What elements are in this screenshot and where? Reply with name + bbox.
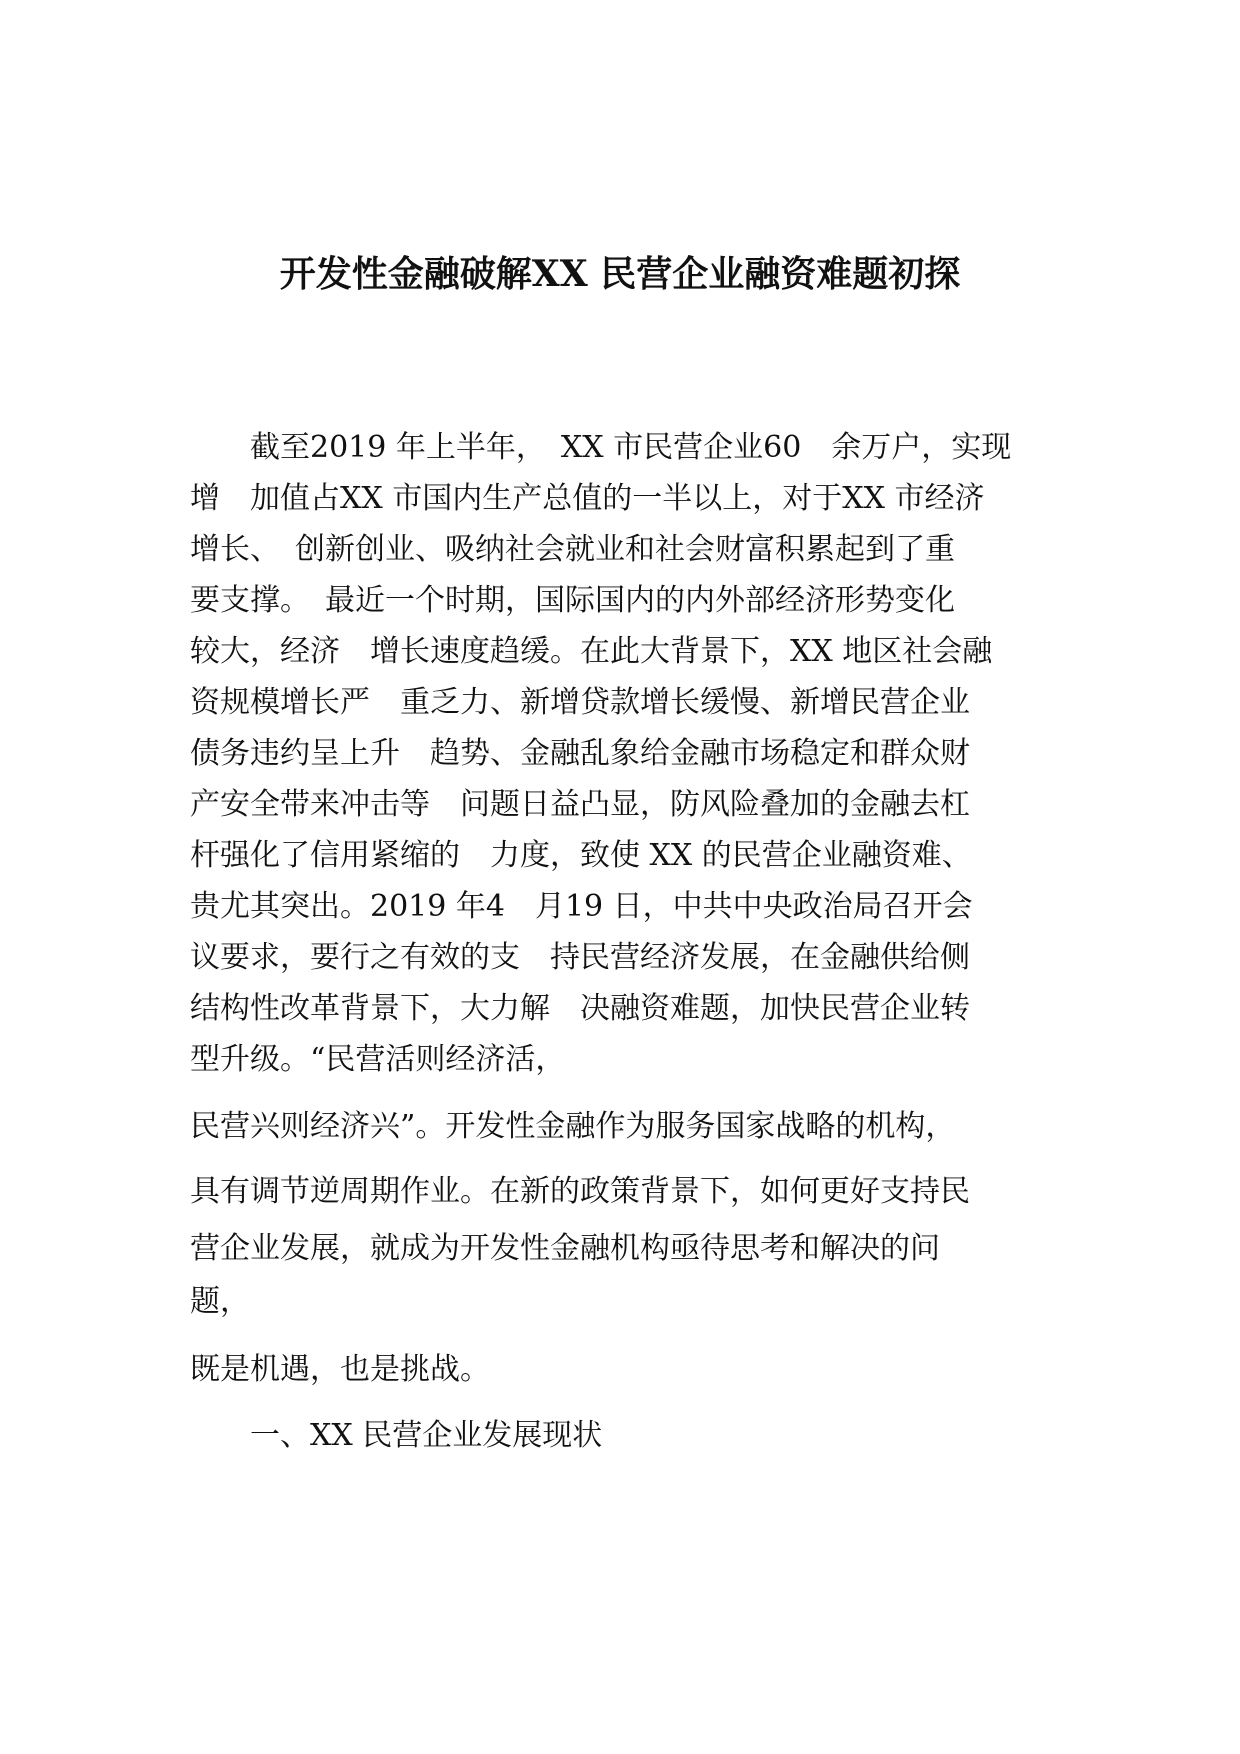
body-line: 既是机遇，也是挑战。 — [190, 1352, 490, 1387]
body-line: 具有调节逆周期作业。在新的政策背景下，如何更好支持民 — [190, 1174, 970, 1209]
body-line: 要支撑。 最近一个时期，国际国内的内外部经济形势变化 — [190, 583, 955, 618]
body-line: 较大，经济 增长速度趋缓。在此大背景下，XX 地区社会融 — [190, 634, 993, 669]
body-line: 资规模增长严 重乏力、新增贷款增长缓慢、新增民营企业 — [190, 685, 970, 720]
body-line: 议要求，要行之有效的支 持民营经济发展，在金融供给侧 — [190, 940, 970, 975]
body-line: 截至2019 年上半年， XX 市民营企业60 余万户，实现 — [190, 430, 1012, 465]
body-line: 杆强化了信用紧缩的 力度，致使 XX 的民营企业融资难、 — [190, 838, 972, 873]
body-line: 贵尤其突出。2019 年4 月19 日，中共中央政治局召开会 — [190, 889, 973, 924]
body-line: 产安全带来冲击等 问题日益凸显，防风险叠加的金融去杠 — [190, 787, 970, 822]
body-line: 增长、 创新创业、吸纳社会就业和社会财富积累起到了重 — [190, 532, 955, 567]
section-heading: 一、XX 民营企业发展现状 — [190, 1418, 603, 1453]
body-line: 型升级。“民营活则经济活， — [190, 1042, 566, 1077]
body-line: 营企业发展，就成为开发性金融机构亟待思考和解决的问 — [190, 1231, 940, 1266]
body-line: 结构性改革背景下，大力解 决融资难题，加快民营企业转 — [190, 991, 970, 1026]
body-line: 债务违约呈上升 趋势、金融乱象给金融市场稳定和群众财 — [190, 736, 970, 771]
document-title: 开发性金融破解XX 民营企业融资难题初探 — [279, 253, 961, 295]
body-line: 增 加值占XX 市国内生产总值的一半以上，对于XX 市经济 — [190, 481, 985, 516]
body-line: 题， — [190, 1284, 250, 1319]
body-line: 民营兴则经济兴”。开发性金融作为服务国家战略的机构， — [190, 1109, 956, 1144]
